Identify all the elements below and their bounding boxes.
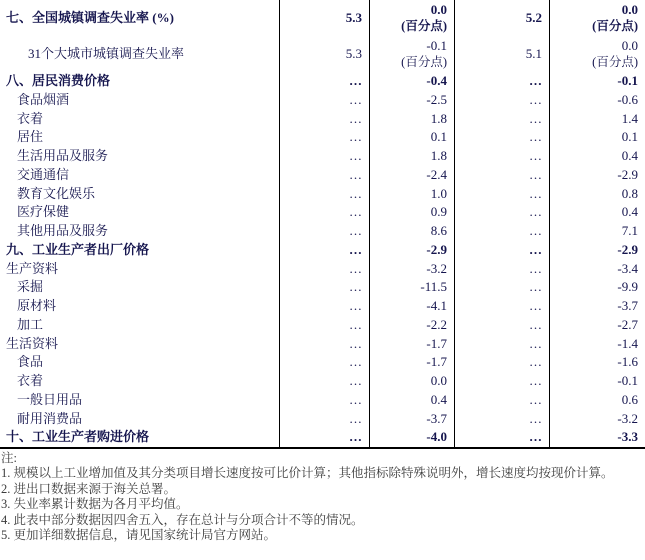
- cell-month-value: …: [454, 203, 549, 222]
- table-row: [0, 110, 645, 129]
- cell-month-value: …: [454, 316, 549, 335]
- row-label: 一般日用品: [17, 391, 83, 407]
- cell-cumulative-growth: -2.5: [369, 91, 454, 110]
- cell-month-value: …: [454, 372, 549, 391]
- table-row: [0, 36, 645, 72]
- table-row: [0, 166, 645, 185]
- footnote-item: 4. 此表中部分数据因四舍五入，存在总计与分项合计不等的情况。: [1, 512, 364, 527]
- cell-month-value: …: [454, 91, 549, 110]
- cell-cumulative-value: …: [279, 335, 369, 354]
- row-label: 生产资料: [6, 260, 59, 276]
- cell-cumulative-growth: -3.7: [369, 410, 454, 429]
- cell-month-value: …: [454, 72, 549, 91]
- table-row: [0, 203, 645, 222]
- cell-month-growth: -9.9: [549, 278, 645, 297]
- cell-month-growth: -1.6: [549, 353, 645, 372]
- footnote-item: 1. 规模以上工业增加值及其分类项目增长速度按可比价计算；其他指标除特殊说明外，增长速度均按现价计算。: [1, 466, 614, 481]
- table-row: [0, 72, 645, 91]
- cell-cumulative-value: …: [279, 241, 369, 260]
- cell-month-growth: -3.7: [549, 297, 645, 316]
- cell-cumulative-growth: 0.9: [369, 203, 454, 222]
- cell-month-growth: 0.1: [549, 128, 645, 147]
- cell-month-value: …: [454, 222, 549, 241]
- row-label: 生活资料: [6, 335, 59, 351]
- cell-month-growth: 0.0 (百分点): [549, 36, 645, 72]
- cell-month-value: …: [454, 297, 549, 316]
- cell-cumulative-value: …: [279, 391, 369, 410]
- cell-month-value: 5.2: [454, 0, 549, 36]
- cell-month-value: …: [454, 428, 549, 447]
- row-label: 原材料: [17, 298, 57, 313]
- cell-cumulative-growth: -1.7: [369, 353, 454, 372]
- cell-cumulative-growth: -11.5: [369, 278, 454, 297]
- cell-month-value: …: [454, 110, 549, 129]
- footnote-item: 2. 进出口数据来源于海关总署。: [1, 481, 177, 496]
- cell-month-growth: 0.4: [549, 147, 645, 166]
- table-row: [0, 185, 645, 204]
- table-row: [0, 335, 645, 354]
- cell-month-value: …: [454, 166, 549, 185]
- cell-cumulative-value: …: [279, 297, 369, 316]
- cell-cumulative-value: …: [279, 110, 369, 129]
- footnotes-heading: 注:: [1, 451, 17, 465]
- row-label: 十、工业生产者购进价格: [6, 429, 150, 445]
- cell-cumulative-growth: 0.0 (百分点): [369, 0, 454, 36]
- row-label: 衣着: [17, 373, 44, 388]
- row-label: 采掘: [17, 279, 44, 295]
- cell-month-value: 5.1: [454, 36, 549, 72]
- cell-month-growth: -2.9: [549, 241, 645, 260]
- cell-month-value: …: [454, 185, 549, 204]
- cell-month-growth: 0.4: [549, 203, 645, 222]
- cell-cumulative-growth: -2.2: [369, 316, 454, 335]
- cell-cumulative-value: …: [279, 316, 369, 335]
- cell-month-value: …: [454, 391, 549, 410]
- table-row: [0, 147, 645, 166]
- cell-cumulative-value: 5.3: [279, 36, 369, 72]
- row-label: 衣着: [17, 110, 44, 126]
- cell-month-growth: -3.3: [549, 428, 645, 447]
- cell-cumulative-value: …: [279, 353, 369, 372]
- cell-month-growth: -0.1: [549, 72, 645, 91]
- cell-month-growth: 1.4: [549, 110, 645, 129]
- table-row: [0, 428, 645, 447]
- cell-month-growth: -2.9: [549, 166, 645, 185]
- table-row: [0, 260, 645, 279]
- cell-cumulative-growth: 1.0: [369, 185, 454, 204]
- cell-cumulative-growth: -0.4: [369, 72, 454, 91]
- cell-cumulative-growth: 8.6: [369, 222, 454, 241]
- cell-cumulative-growth: -1.7: [369, 335, 454, 354]
- table-row: [0, 410, 645, 429]
- row-label: 耐用消费品: [17, 410, 83, 426]
- footnote-item: 5. 更加详细数据信息，请见国家统计局官方网站。: [1, 528, 277, 543]
- cell-cumulative-growth: 0.4: [369, 391, 454, 410]
- cell-month-growth: 0.8: [549, 185, 645, 204]
- row-label: 八、居民消费价格: [6, 73, 111, 88]
- cell-cumulative-growth: -0.1 (百分点): [369, 36, 454, 72]
- cell-cumulative-value: …: [279, 222, 369, 241]
- table-row: [0, 372, 645, 391]
- table-row: [0, 91, 645, 110]
- cell-month-growth: -2.7: [549, 316, 645, 335]
- cell-month-growth: -0.1: [549, 372, 645, 391]
- table-row: [0, 391, 645, 410]
- cell-cumulative-growth: -4.0: [369, 428, 454, 447]
- table-row: [0, 278, 645, 297]
- table-row: [0, 316, 645, 335]
- cell-cumulative-growth: 1.8: [369, 110, 454, 129]
- table-row: [0, 128, 645, 147]
- table-row: [0, 0, 645, 36]
- cell-cumulative-value: …: [279, 260, 369, 279]
- cell-month-growth: -1.4: [549, 335, 645, 354]
- table-row: [0, 222, 645, 241]
- cell-month-growth: 0.0 (百分点): [549, 0, 645, 36]
- cell-cumulative-value: …: [279, 91, 369, 110]
- table-row: [0, 353, 645, 372]
- cell-month-value: …: [454, 410, 549, 429]
- cell-cumulative-value: …: [279, 372, 369, 391]
- cell-cumulative-growth: -2.9: [369, 241, 454, 260]
- cell-month-value: …: [454, 278, 549, 297]
- row-label: 医疗保健: [17, 204, 70, 220]
- cell-cumulative-growth: -4.1: [369, 297, 454, 316]
- footnotes: [0, 451, 645, 543]
- cell-month-growth: 0.6: [549, 391, 645, 410]
- row-label: 生活用品及服务: [17, 148, 109, 163]
- cell-month-growth: -3.4: [549, 260, 645, 279]
- cell-cumulative-value: …: [279, 147, 369, 166]
- cell-cumulative-growth: 1.8: [369, 147, 454, 166]
- row-label: 31个大城市城镇调查失业率: [28, 45, 185, 61]
- cell-month-value: …: [454, 128, 549, 147]
- cell-cumulative-value: …: [279, 278, 369, 297]
- row-label: 九、工业生产者出厂价格: [6, 241, 150, 257]
- cell-cumulative-value: …: [279, 72, 369, 91]
- cell-cumulative-growth: -3.2: [369, 260, 454, 279]
- cell-month-value: …: [454, 147, 549, 166]
- cell-cumulative-growth: 0.1: [369, 128, 454, 147]
- cell-cumulative-value: …: [279, 166, 369, 185]
- cell-cumulative-growth: -2.4: [369, 166, 454, 185]
- row-label: 居住: [17, 129, 44, 145]
- cell-cumulative-value: 5.3: [279, 0, 369, 36]
- row-label: 加工: [17, 316, 44, 332]
- cell-cumulative-growth: 0.0: [369, 372, 454, 391]
- row-label: 教育文化娱乐: [17, 185, 96, 201]
- cell-month-value: …: [454, 353, 549, 372]
- row-label: 其他用品及服务: [17, 223, 109, 238]
- cell-cumulative-value: …: [279, 128, 369, 147]
- footnote-item: 3. 失业率累计数据为各月平均值。: [1, 497, 189, 512]
- cell-cumulative-value: …: [279, 410, 369, 429]
- cell-month-growth: 7.1: [549, 222, 645, 241]
- cell-cumulative-value: …: [279, 203, 369, 222]
- row-label: 交通通信: [17, 166, 70, 182]
- cell-month-value: …: [454, 335, 549, 354]
- cell-month-growth: -3.2: [549, 410, 645, 429]
- table-row: [0, 241, 645, 260]
- row-label: 食品: [17, 354, 44, 370]
- row-label: 食品烟酒: [17, 91, 70, 107]
- cell-month-value: …: [454, 241, 549, 260]
- cell-month-value: …: [454, 260, 549, 279]
- cell-cumulative-value: …: [279, 185, 369, 204]
- cell-cumulative-value: …: [279, 428, 369, 447]
- table-row: [0, 297, 645, 316]
- row-label: 七、全国城镇调查失业率 (%): [6, 9, 174, 25]
- cell-month-growth: -0.6: [549, 91, 645, 110]
